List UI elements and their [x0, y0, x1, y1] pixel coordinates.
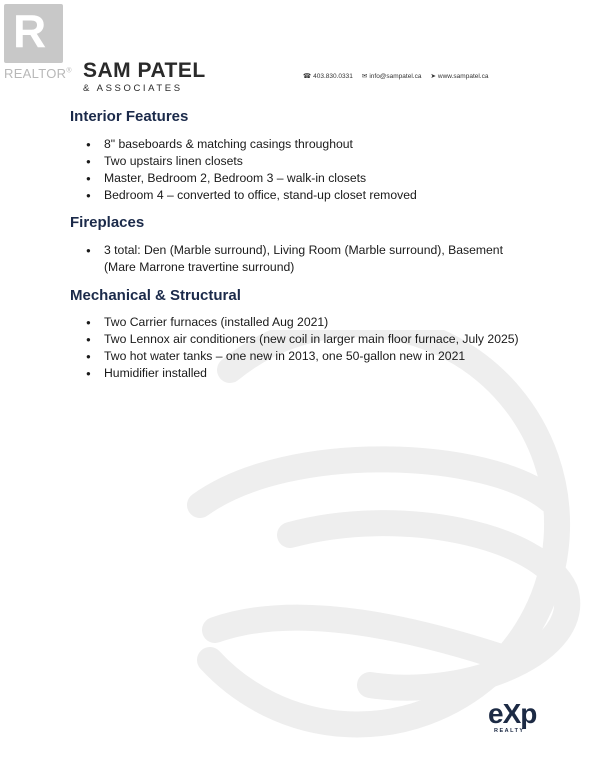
contact-phone-text: 403.830.0331 — [313, 73, 353, 80]
realtor-reg-mark: ® — [66, 67, 72, 75]
contact-email-text: info@sampatel.ca — [369, 73, 422, 80]
exp-realty-logo-icon — [488, 700, 536, 734]
exp-logo-sub: REALTY — [494, 728, 525, 734]
contact-phone[interactable] — [303, 72, 353, 80]
section-title-mechanical: Mechanical & Structural — [70, 287, 241, 304]
list-item: ● Two upstairs linen closets — [86, 153, 526, 170]
list-item: ● 3 total: Den (Marble surround), Living Room (Marble surround), Basement (Mare Marrone travertine surround) — [86, 242, 526, 276]
realtor-logo-icon — [4, 4, 63, 63]
realtor-wordmark — [4, 66, 72, 81]
contact-email[interactable] — [362, 72, 422, 80]
contact-bar — [303, 72, 488, 80]
email-icon: ✉ — [361, 73, 368, 80]
section-title-fireplaces: Fireplaces — [70, 214, 145, 231]
realtor-wordmark-text: REALTOR — [4, 66, 67, 81]
pointer-icon: ➤ — [430, 73, 436, 80]
list-item: ● Two Carrier furnaces (installed Aug 2021) — [86, 314, 526, 331]
contact-website[interactable] — [430, 72, 488, 80]
list-item: ● Two hot water tanks – one new in 2013, one 50-gallon new in 2021 — [86, 348, 526, 365]
list-item: ● Bedroom 4 – converted to office, stand-up closet removed — [86, 187, 526, 204]
phone-icon: ☎ — [303, 73, 312, 80]
mechanical-list — [86, 314, 526, 382]
brand-name: SAM PATEL — [83, 59, 206, 82]
list-item: ● Master, Bedroom 2, Bedroom 3 – walk-in closets — [86, 170, 526, 187]
list-item: ● Humidifier installed — [86, 365, 526, 382]
interior-features-list — [86, 136, 526, 204]
brand-subtitle: & ASSOCIATES — [83, 83, 183, 94]
list-item: ● Two Lennox air conditioners (new coil in larger main floor furnace, July 2025) — [86, 331, 526, 348]
list-item: ● 8" baseboards & matching casings throughout — [86, 136, 526, 153]
section-title-interior: Interior Features — [70, 108, 189, 125]
fireplaces-list — [86, 242, 526, 276]
brand-logo — [83, 60, 206, 94]
realtor-logo-letter: R — [13, 5, 47, 57]
contact-website-text: www.sampatel.ca — [437, 73, 489, 80]
exp-logo-word: eXp — [488, 698, 537, 729]
